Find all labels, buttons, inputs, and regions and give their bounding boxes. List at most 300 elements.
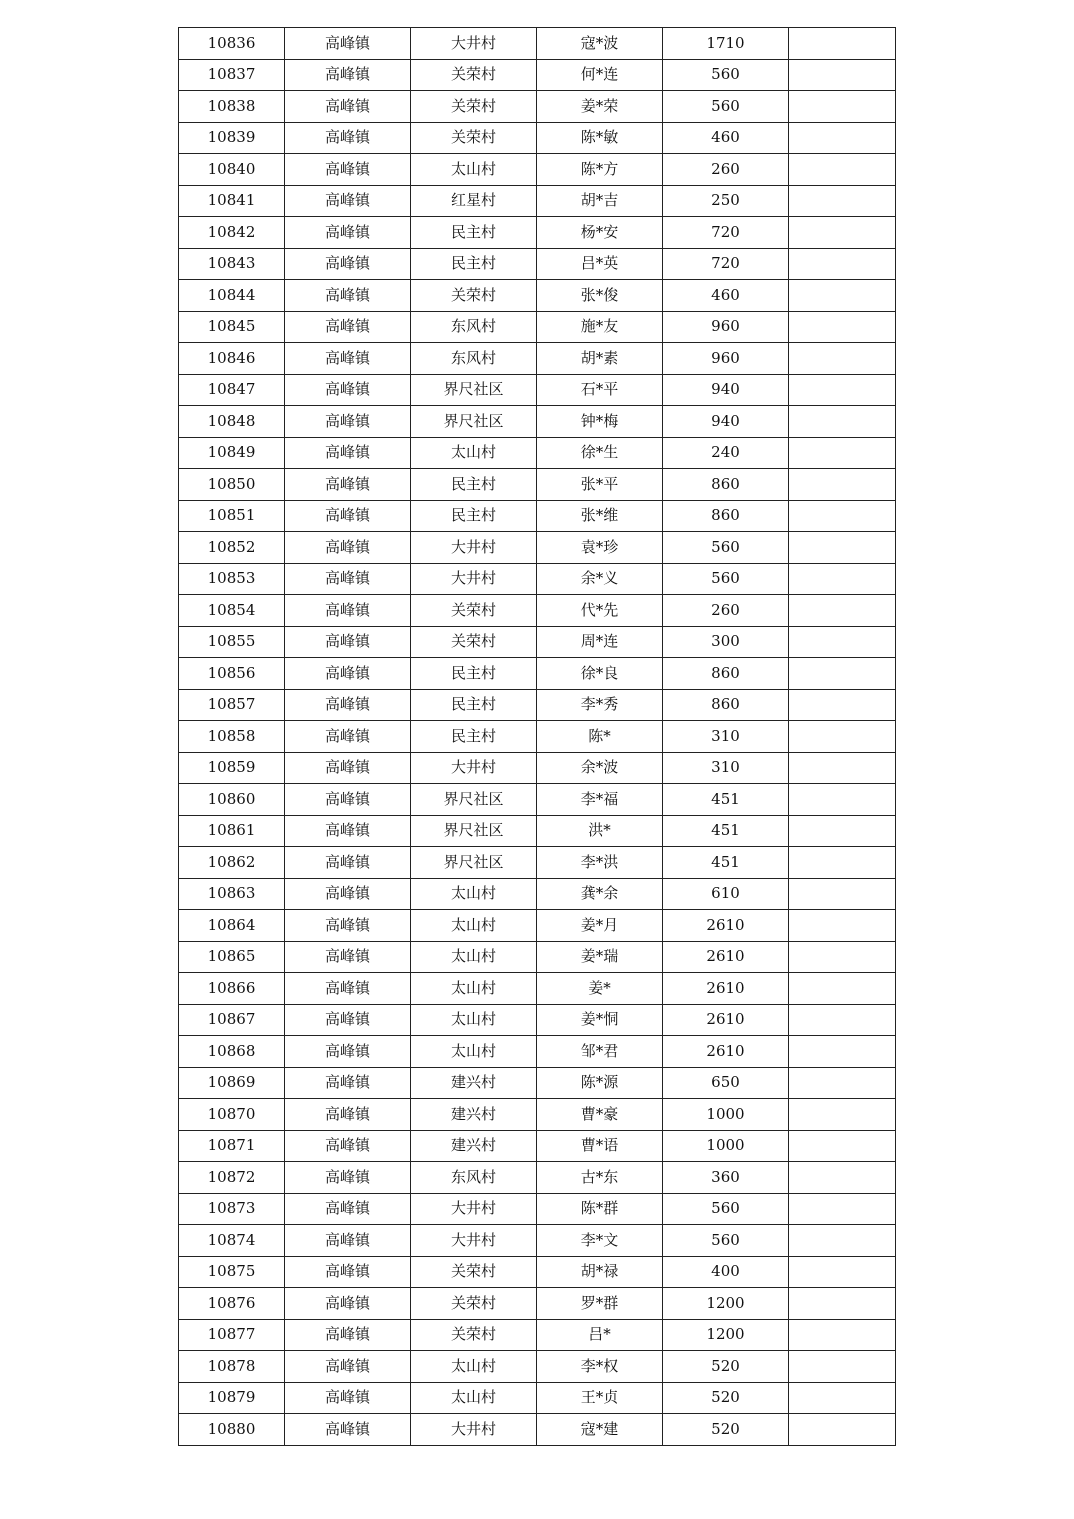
amount-cell: 860 (663, 689, 789, 721)
table-row (179, 1225, 896, 1257)
record-id-cell: 10854 (179, 595, 285, 627)
village-cell: 关荣村 (411, 122, 537, 154)
record-id-cell: 10876 (179, 1288, 285, 1320)
table-row (179, 595, 896, 627)
table-row (179, 1162, 896, 1194)
amount-cell: 940 (663, 374, 789, 406)
town-cell: 高峰镇 (285, 658, 411, 690)
table-row (179, 122, 896, 154)
name-cell: 钟*梅 (537, 406, 663, 438)
note-cell (789, 1319, 896, 1351)
table-row (179, 973, 896, 1005)
name-cell: 张*维 (537, 500, 663, 532)
village-cell: 民主村 (411, 721, 537, 753)
name-cell: 余*波 (537, 752, 663, 784)
table-row (179, 1130, 896, 1162)
amount-cell: 560 (663, 59, 789, 91)
note-cell (789, 59, 896, 91)
amount-cell: 451 (663, 784, 789, 816)
record-id-cell: 10838 (179, 91, 285, 123)
name-cell: 曹*语 (537, 1130, 663, 1162)
village-cell: 关荣村 (411, 280, 537, 312)
village-cell: 大井村 (411, 1225, 537, 1257)
record-id-cell: 10861 (179, 815, 285, 847)
record-id-cell: 10851 (179, 500, 285, 532)
note-cell (789, 658, 896, 690)
record-id-cell: 10836 (179, 28, 285, 60)
town-cell: 高峰镇 (285, 1130, 411, 1162)
village-cell: 东风村 (411, 343, 537, 375)
record-id-cell: 10867 (179, 1004, 285, 1036)
village-cell: 太山村 (411, 437, 537, 469)
name-cell: 罗*群 (537, 1288, 663, 1320)
note-cell (789, 122, 896, 154)
note-cell (789, 878, 896, 910)
note-cell (789, 563, 896, 595)
amount-cell: 250 (663, 185, 789, 217)
town-cell: 高峰镇 (285, 563, 411, 595)
village-cell: 太山村 (411, 1351, 537, 1383)
record-id-cell: 10839 (179, 122, 285, 154)
table-row (179, 784, 896, 816)
town-cell: 高峰镇 (285, 1319, 411, 1351)
village-cell: 大井村 (411, 532, 537, 564)
table-row (179, 374, 896, 406)
village-cell: 关荣村 (411, 1288, 537, 1320)
table-row (179, 878, 896, 910)
name-cell: 吕* (537, 1319, 663, 1351)
name-cell: 李*秀 (537, 689, 663, 721)
village-cell: 太山村 (411, 1036, 537, 1068)
town-cell: 高峰镇 (285, 154, 411, 186)
table-row (179, 689, 896, 721)
table-row (179, 217, 896, 249)
name-cell: 陈*源 (537, 1067, 663, 1099)
village-cell: 大井村 (411, 563, 537, 595)
table-row (179, 91, 896, 123)
record-id-cell: 10877 (179, 1319, 285, 1351)
note-cell (789, 595, 896, 627)
note-cell (789, 1099, 896, 1131)
village-cell: 大井村 (411, 1193, 537, 1225)
amount-cell: 960 (663, 311, 789, 343)
note-cell (789, 500, 896, 532)
town-cell: 高峰镇 (285, 311, 411, 343)
table-row (179, 437, 896, 469)
record-id-cell: 10865 (179, 941, 285, 973)
name-cell: 陈*敏 (537, 122, 663, 154)
note-cell (789, 1036, 896, 1068)
note-cell (789, 815, 896, 847)
village-cell: 界尺社区 (411, 374, 537, 406)
name-cell: 石*平 (537, 374, 663, 406)
town-cell: 高峰镇 (285, 1036, 411, 1068)
name-cell: 胡*禄 (537, 1256, 663, 1288)
village-cell: 民主村 (411, 469, 537, 501)
amount-cell: 1200 (663, 1319, 789, 1351)
name-cell: 余*义 (537, 563, 663, 595)
amount-cell: 310 (663, 721, 789, 753)
record-id-cell: 10837 (179, 59, 285, 91)
amount-cell: 1000 (663, 1130, 789, 1162)
record-id-cell: 10862 (179, 847, 285, 879)
note-cell (789, 1130, 896, 1162)
amount-cell: 560 (663, 91, 789, 123)
record-id-cell: 10847 (179, 374, 285, 406)
table-row (179, 469, 896, 501)
note-cell (789, 1382, 896, 1414)
town-cell: 高峰镇 (285, 469, 411, 501)
amount-cell: 860 (663, 500, 789, 532)
name-cell: 姜*瑞 (537, 941, 663, 973)
village-cell: 大井村 (411, 752, 537, 784)
note-cell (789, 847, 896, 879)
table-row (179, 1319, 896, 1351)
village-cell: 关荣村 (411, 1319, 537, 1351)
name-cell: 李*福 (537, 784, 663, 816)
amount-cell: 310 (663, 752, 789, 784)
record-id-cell: 10871 (179, 1130, 285, 1162)
village-cell: 界尺社区 (411, 406, 537, 438)
record-id-cell: 10849 (179, 437, 285, 469)
table-row (179, 59, 896, 91)
note-cell (789, 311, 896, 343)
note-cell (789, 280, 896, 312)
name-cell: 邹*君 (537, 1036, 663, 1068)
name-cell: 龚*余 (537, 878, 663, 910)
amount-cell: 560 (663, 532, 789, 564)
amount-cell: 360 (663, 1162, 789, 1194)
note-cell (789, 406, 896, 438)
note-cell (789, 941, 896, 973)
village-cell: 太山村 (411, 1382, 537, 1414)
record-id-cell: 10874 (179, 1225, 285, 1257)
amount-cell: 2610 (663, 910, 789, 942)
town-cell: 高峰镇 (285, 437, 411, 469)
record-id-cell: 10859 (179, 752, 285, 784)
amount-cell: 940 (663, 406, 789, 438)
record-id-cell: 10848 (179, 406, 285, 438)
name-cell: 袁*珍 (537, 532, 663, 564)
table-row (179, 500, 896, 532)
town-cell: 高峰镇 (285, 248, 411, 280)
note-cell (789, 721, 896, 753)
town-cell: 高峰镇 (285, 280, 411, 312)
town-cell: 高峰镇 (285, 941, 411, 973)
amount-cell: 2610 (663, 941, 789, 973)
town-cell: 高峰镇 (285, 1256, 411, 1288)
note-cell (789, 1162, 896, 1194)
note-cell (789, 248, 896, 280)
name-cell: 王*贞 (537, 1382, 663, 1414)
table-row (179, 1099, 896, 1131)
table-row (179, 1288, 896, 1320)
village-cell: 太山村 (411, 973, 537, 1005)
record-id-cell: 10844 (179, 280, 285, 312)
table-row (179, 910, 896, 942)
note-cell (789, 28, 896, 60)
amount-cell: 460 (663, 280, 789, 312)
record-id-cell: 10850 (179, 469, 285, 501)
table-row (179, 406, 896, 438)
town-cell: 高峰镇 (285, 1225, 411, 1257)
town-cell: 高峰镇 (285, 1099, 411, 1131)
amount-cell: 720 (663, 248, 789, 280)
amount-cell: 650 (663, 1067, 789, 1099)
amount-cell: 520 (663, 1351, 789, 1383)
town-cell: 高峰镇 (285, 752, 411, 784)
name-cell: 胡*素 (537, 343, 663, 375)
town-cell: 高峰镇 (285, 973, 411, 1005)
village-cell: 界尺社区 (411, 815, 537, 847)
name-cell: 洪* (537, 815, 663, 847)
note-cell (789, 437, 896, 469)
town-cell: 高峰镇 (285, 784, 411, 816)
town-cell: 高峰镇 (285, 689, 411, 721)
amount-cell: 860 (663, 469, 789, 501)
village-cell: 太山村 (411, 941, 537, 973)
record-id-cell: 10840 (179, 154, 285, 186)
record-id-cell: 10841 (179, 185, 285, 217)
note-cell (789, 217, 896, 249)
table-row (179, 626, 896, 658)
table-row (179, 721, 896, 753)
note-cell (789, 374, 896, 406)
town-cell: 高峰镇 (285, 185, 411, 217)
name-cell: 张*平 (537, 469, 663, 501)
amount-cell: 451 (663, 815, 789, 847)
town-cell: 高峰镇 (285, 1162, 411, 1194)
amount-cell: 451 (663, 847, 789, 879)
town-cell: 高峰镇 (285, 1414, 411, 1446)
town-cell: 高峰镇 (285, 406, 411, 438)
town-cell: 高峰镇 (285, 1004, 411, 1036)
name-cell: 李*洪 (537, 847, 663, 879)
village-cell: 太山村 (411, 878, 537, 910)
village-cell: 红星村 (411, 185, 537, 217)
amount-cell: 400 (663, 1256, 789, 1288)
note-cell (789, 532, 896, 564)
table-row (179, 815, 896, 847)
note-cell (789, 91, 896, 123)
name-cell: 古*东 (537, 1162, 663, 1194)
note-cell (789, 1414, 896, 1446)
amount-cell: 520 (663, 1382, 789, 1414)
town-cell: 高峰镇 (285, 815, 411, 847)
village-cell: 建兴村 (411, 1130, 537, 1162)
table-row (179, 185, 896, 217)
table-row (179, 1414, 896, 1446)
table-row (179, 1256, 896, 1288)
town-cell: 高峰镇 (285, 1193, 411, 1225)
amount-cell: 2610 (663, 1036, 789, 1068)
amount-cell: 1200 (663, 1288, 789, 1320)
table-row (179, 941, 896, 973)
record-id-cell: 10863 (179, 878, 285, 910)
name-cell: 张*俊 (537, 280, 663, 312)
record-id-cell: 10870 (179, 1099, 285, 1131)
table-row (179, 532, 896, 564)
amount-cell: 1710 (663, 28, 789, 60)
note-cell (789, 1193, 896, 1225)
record-id-cell: 10860 (179, 784, 285, 816)
village-cell: 建兴村 (411, 1099, 537, 1131)
village-cell: 东风村 (411, 1162, 537, 1194)
name-cell: 代*先 (537, 595, 663, 627)
name-cell: 胡*吉 (537, 185, 663, 217)
town-cell: 高峰镇 (285, 847, 411, 879)
amount-cell: 560 (663, 1193, 789, 1225)
name-cell: 寇*建 (537, 1414, 663, 1446)
table-row (179, 280, 896, 312)
table-row (179, 847, 896, 879)
note-cell (789, 1256, 896, 1288)
note-cell (789, 1004, 896, 1036)
note-cell (789, 1288, 896, 1320)
village-cell: 东风村 (411, 311, 537, 343)
village-cell: 大井村 (411, 28, 537, 60)
town-cell: 高峰镇 (285, 721, 411, 753)
town-cell: 高峰镇 (285, 91, 411, 123)
town-cell: 高峰镇 (285, 1351, 411, 1383)
name-cell: 施*友 (537, 311, 663, 343)
note-cell (789, 689, 896, 721)
table-row (179, 752, 896, 784)
name-cell: 徐*生 (537, 437, 663, 469)
name-cell: 何*连 (537, 59, 663, 91)
table-row (179, 1351, 896, 1383)
town-cell: 高峰镇 (285, 500, 411, 532)
record-id-cell: 10878 (179, 1351, 285, 1383)
village-cell: 关荣村 (411, 1256, 537, 1288)
record-id-cell: 10843 (179, 248, 285, 280)
village-cell: 关荣村 (411, 595, 537, 627)
amount-cell: 860 (663, 658, 789, 690)
amount-cell: 240 (663, 437, 789, 469)
amount-cell: 260 (663, 595, 789, 627)
village-cell: 民主村 (411, 248, 537, 280)
amount-cell: 260 (663, 154, 789, 186)
record-id-cell: 10856 (179, 658, 285, 690)
name-cell: 寇*波 (537, 28, 663, 60)
note-cell (789, 1225, 896, 1257)
record-id-cell: 10857 (179, 689, 285, 721)
town-cell: 高峰镇 (285, 122, 411, 154)
village-cell: 界尺社区 (411, 784, 537, 816)
town-cell: 高峰镇 (285, 626, 411, 658)
village-cell: 大井村 (411, 1414, 537, 1446)
amount-cell: 2610 (663, 1004, 789, 1036)
town-cell: 高峰镇 (285, 1288, 411, 1320)
name-cell: 陈* (537, 721, 663, 753)
village-cell: 太山村 (411, 154, 537, 186)
amount-cell: 520 (663, 1414, 789, 1446)
name-cell: 曹*豪 (537, 1099, 663, 1131)
record-id-cell: 10846 (179, 343, 285, 375)
table-row (179, 343, 896, 375)
village-cell: 关荣村 (411, 626, 537, 658)
table-row (179, 1193, 896, 1225)
note-cell (789, 1067, 896, 1099)
town-cell: 高峰镇 (285, 343, 411, 375)
record-id-cell: 10879 (179, 1382, 285, 1414)
record-id-cell: 10869 (179, 1067, 285, 1099)
amount-cell: 960 (663, 343, 789, 375)
name-cell: 周*连 (537, 626, 663, 658)
name-cell: 李*文 (537, 1225, 663, 1257)
amount-cell: 560 (663, 563, 789, 595)
name-cell: 陈*方 (537, 154, 663, 186)
table-row (179, 563, 896, 595)
table-row (179, 311, 896, 343)
name-cell: 陈*群 (537, 1193, 663, 1225)
note-cell (789, 343, 896, 375)
record-id-cell: 10852 (179, 532, 285, 564)
name-cell: 姜*恫 (537, 1004, 663, 1036)
town-cell: 高峰镇 (285, 910, 411, 942)
table-row (179, 1004, 896, 1036)
village-cell: 界尺社区 (411, 847, 537, 879)
village-cell: 民主村 (411, 500, 537, 532)
village-cell: 关荣村 (411, 91, 537, 123)
records-table-body (179, 28, 896, 1446)
village-cell: 太山村 (411, 1004, 537, 1036)
village-cell: 民主村 (411, 689, 537, 721)
note-cell (789, 154, 896, 186)
amount-cell: 2610 (663, 973, 789, 1005)
record-id-cell: 10864 (179, 910, 285, 942)
town-cell: 高峰镇 (285, 532, 411, 564)
name-cell: 李*权 (537, 1351, 663, 1383)
amount-cell: 720 (663, 217, 789, 249)
town-cell: 高峰镇 (285, 1067, 411, 1099)
amount-cell: 460 (663, 122, 789, 154)
note-cell (789, 784, 896, 816)
record-id-cell: 10873 (179, 1193, 285, 1225)
name-cell: 吕*英 (537, 248, 663, 280)
table-row (179, 248, 896, 280)
name-cell: 徐*良 (537, 658, 663, 690)
amount-cell: 1000 (663, 1099, 789, 1131)
name-cell: 姜* (537, 973, 663, 1005)
record-id-cell: 10845 (179, 311, 285, 343)
note-cell (789, 752, 896, 784)
town-cell: 高峰镇 (285, 878, 411, 910)
town-cell: 高峰镇 (285, 28, 411, 60)
village-cell: 民主村 (411, 658, 537, 690)
record-id-cell: 10880 (179, 1414, 285, 1446)
note-cell (789, 469, 896, 501)
record-id-cell: 10872 (179, 1162, 285, 1194)
note-cell (789, 1351, 896, 1383)
amount-cell: 300 (663, 626, 789, 658)
name-cell: 杨*安 (537, 217, 663, 249)
table-row (179, 28, 896, 60)
village-cell: 建兴村 (411, 1067, 537, 1099)
records-table (178, 27, 896, 1446)
village-cell: 太山村 (411, 910, 537, 942)
table-row (179, 154, 896, 186)
town-cell: 高峰镇 (285, 217, 411, 249)
amount-cell: 560 (663, 1225, 789, 1257)
name-cell: 姜*荣 (537, 91, 663, 123)
record-id-cell: 10858 (179, 721, 285, 753)
table-row (179, 658, 896, 690)
town-cell: 高峰镇 (285, 1382, 411, 1414)
record-id-cell: 10866 (179, 973, 285, 1005)
record-id-cell: 10853 (179, 563, 285, 595)
record-id-cell: 10842 (179, 217, 285, 249)
